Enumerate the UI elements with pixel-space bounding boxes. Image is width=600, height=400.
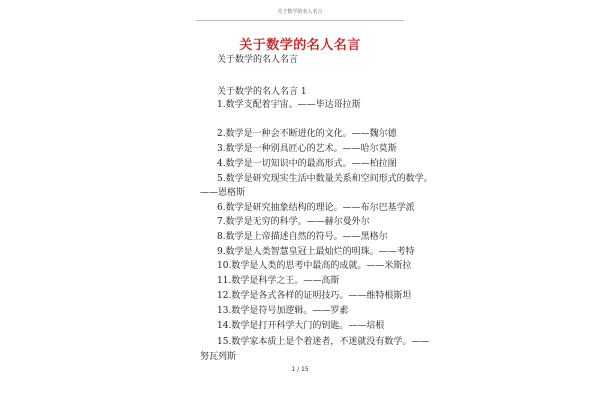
section-heading: 关于数学的名人名言 1 [217,87,307,97]
quote-line: 2.数学是一种会不断进化的文化。——魏尔德 [217,129,397,139]
quote-line-continuation: 努瓦列斯 [200,352,237,362]
quote-line: 15.数学家本质上是个着迷者，不迷就没有数学。—— [217,337,430,347]
document-subtitle: 关于数学的名人名言 [217,55,299,65]
running-header: 关于数学的名人名言 [277,9,323,15]
quote-line: 5.数学是研究现实生活中数量关系和空间形式的数学。 [217,174,433,184]
quote-line: 11.数学是科学之王。——高斯 [217,276,340,286]
quote-line: 13.数学是符号加逻辑。——罗素 [217,306,349,316]
quote-line: 14.数学是打开科学大门的钥匙。——培根 [217,321,385,331]
quote-line: 12.数学是各式各样的证明技巧。——维特根斯坦 [217,291,412,301]
quote-line: 1.数学支配着宇宙。——毕达哥拉斯 [217,100,361,110]
header-divider [196,20,404,21]
document-title: 关于数学的名人名言 [239,38,361,53]
quote-line: 9.数学是人类智慧皇冠上最灿烂的明珠。——考特 [217,247,415,257]
quote-line: 3.数学是一种别具匠心的艺术。——哈尔莫斯 [217,144,397,154]
quote-line: 4.数学是一切知识中的最高形式。——柏拉图 [217,159,397,169]
quote-line: 8.数学是上帝描述自然的符号。——黑格尔 [217,232,388,242]
page-indicator: 1 / 15 [291,366,309,373]
quote-line-continuation: ——恩格斯 [200,188,246,198]
quote-line: 10.数学是人类的思考中最高的成就。——米斯拉 [217,261,412,271]
quote-line: 6.数学是研究抽象结构的理论。——布尔巴基学派 [217,203,415,213]
quote-line: 7.数学是无穷的科学。——赫尔曼外尔 [217,217,370,227]
